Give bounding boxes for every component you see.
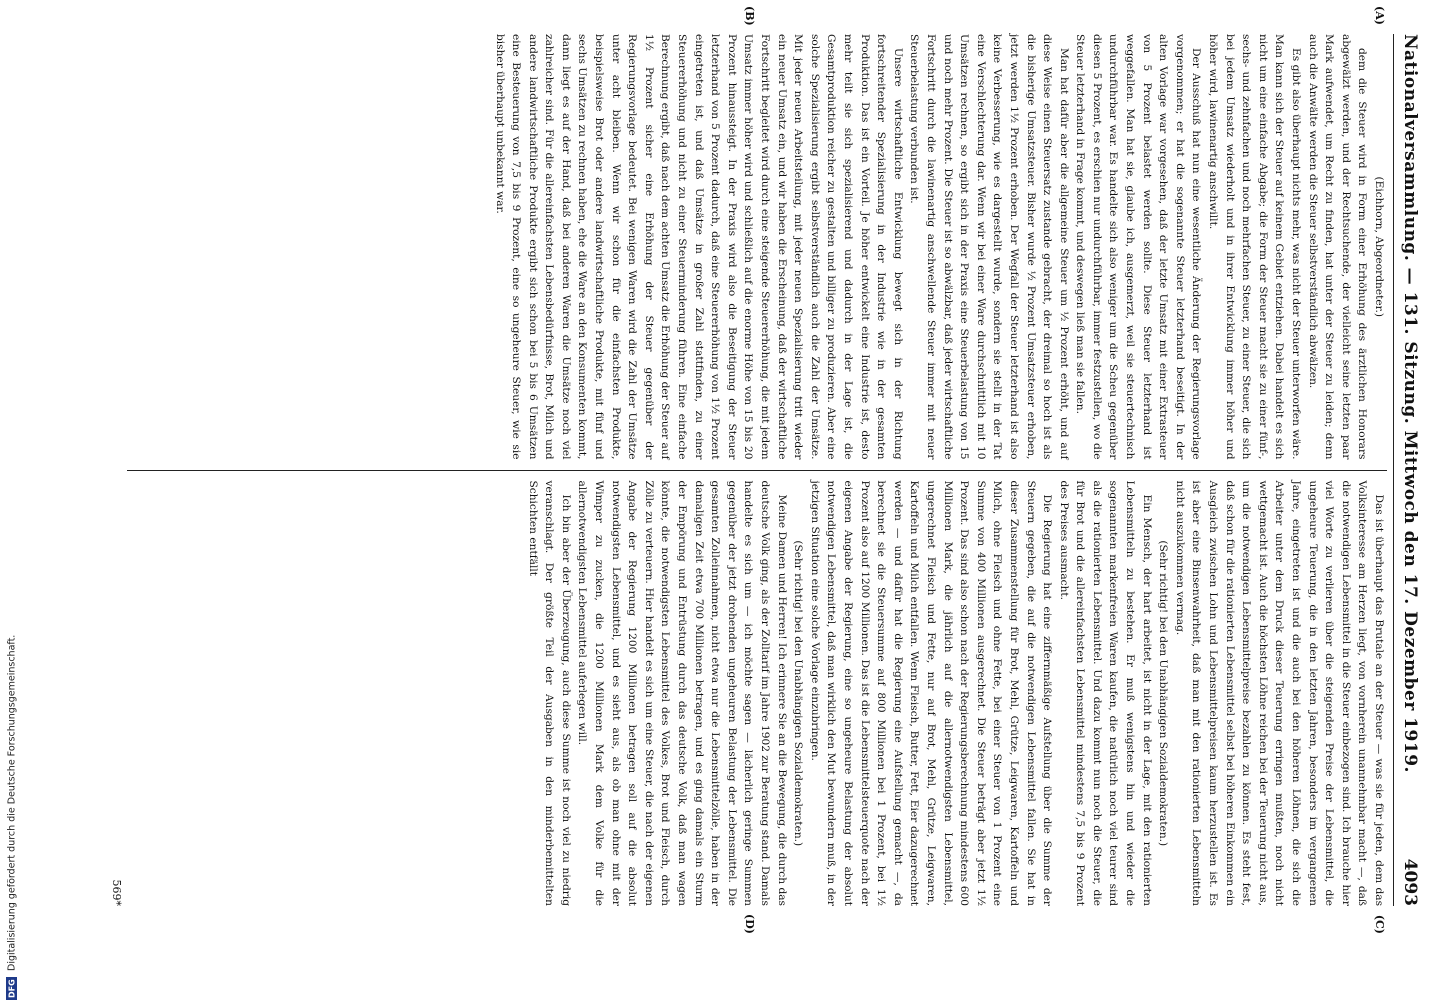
interjection: (Sehr richtig! bei den Unabhängigen Sozialdemokraten.) <box>792 540 805 847</box>
right-paragraph: Die Regierung hat eine ziffernmäßige Aufstellung über die Summe der Steuern gegeben, die auf die notwendigen Lebensmittel fallen. Sie hat in dieser Zusammenstellung für Brot, Mehl, Grütze, Leigwaren, Kartoffeln und Milch, ohne Fleisch und ohne Fette, bei einer Steuer von 1 Prozent eine Summe von 400 Millionen ausgerechnet. Die Steuer beträgt aber jetzt 1½ Prozent. Das sind also schon nach der Regierungsberechnung mindestens 600 Millionen Mark, die jährlich auf die allernotwendigsten Lebensmittel, ungerechnet Fleisch und Fette, nur auf Brot, Mehl, Grütze, Leigwaren, Kartoffeln und Milch entfallen. Wenn Fleisch, Butter, Fett, Eier dazugerechnet werden — und dafür hat die Regierung eine Aufstellung gemacht —, da berechnet sie die Steuersumme auf 800 Millionen bei 1 Prozent, bei 1½ Prozent also auf 1200 Millionen. Das ist die Lebensmittelsteuerquote nach der eigenen Angabe der Regierung, eine so ungeheure Belastung der absolut notwendigen Lebensmittel, daß man wirklich den Mut bewundern muß, in der jetzigen Situation eine solche Vorlage einzubringen. <box>808 480 1054 906</box>
page-title: Nationalversammlung. — 131. Sitzung. Mittwoch den 17. Dezember 1919. <box>1400 34 1420 773</box>
margin-marker-a: (A) <box>1373 6 1386 25</box>
rotated-newspaper-page <box>74 0 1434 940</box>
right-paragraph: Das ist überhaupt das Brutale an der Steuer — was sie für jeden, dem das Volksinteresse am Herzen liegt, von vornherein unannehmbar macht —, daß die notwendigen Lebensmittel in die Steuer einbezogen sind. Ich brauche hier viel Worte zu verlieren über die steigenden Preise der Lebensmittel, die ungeheure Teuerung, die in den letzten Jahren, besonders im vergangenen Jahre, eingetreten ist und die auch bei den höheren Löhnen, die sich die Arbeiter unter dem Druck dieser Teuerung erringen mußten, noch nicht wettgemacht ist. Auch die höchsten Löhne reichen bei der Teuerung nicht aus, um die notwendigen Lebensmittelpreise bezahlen zu können. Es steht fest, daß schon für die rationierten Lebensmittel selbst bei höheren Einkommen ein Ausgleich zwischen Lohn und Lebensmittelpreisen kaum herzustellen ist. Es ist aber eine Binsenwahrheit, daß man mit den rationierten Lebensmitteln nicht auszukommen vermag. <box>1173 480 1385 906</box>
left-paragraph: Man hat dafür aber die allgemeine Steuer um ½ Prozent erhöht, und auf diese Weise einen Steuersatz zustande gebracht, der dreimal so hoch ist als die bisherige Umsatzsteuer. Bisher wurde ½ Prozent Umsatzsteuer erhoben, jetzt werden 1½ Prozent erhoben. Der Wegfall der Steuer letzterhand ist also keine Verbesserung, wie es dargestellt wurde, sondern sie stellt in der Tat eine Verschlechterung dar. Wenn wir bei einer Ware durchschnittlich mit 10 Umsätzen rechnen, so ergibt sich in der Praxis eine Steuerbelastung von 15 und noch mehr Prozent. Die Steuer ist so abwälzbar, daß jeder wirtschaftliche Fortschritt durch die lawinenartig anschwellende Steuer immer mit neuer Steuerbelastung verbunden ist. <box>908 34 1070 460</box>
margin-marker-c: (C) <box>1373 914 1386 934</box>
right-paragraph: Ich bin aber der Überzeugung, auch diese Summe ist noch viel zu niedrig veranschlagt. Der größte Teil der Ausgaben in den minderbemittelten Schichten entfällt <box>526 480 572 906</box>
funding-sidebar <box>2 600 22 1000</box>
left-paragraph: Unsere wirtschaftliche Entwicklung bewegt sich in der Richtung fortschreitender Spezialisierung in der Industrie wie in der gesamten Produktion. Das ist ein Vorteil. Je höher entwickelt eine Industrie ist, desto mehr teilt sie sich spezialisierend und dadurch in der Lage ist, die Gesamtproduktion reicher zu gestalten und billiger zu produzieren. Aber eine solche Spezialisierung ergibt selbstverständlich auch die Zahl der Umsätze. Mit jeder neuen Arbeitsteilung, mit jeder neuen Spezialisierung tritt wieder ein neuer Umsatz ein, und wir haben die Erscheinung, daß der wirtschaftliche Fortschritt begleitet wird durch eine steigende Steuererhöhung, die mit jedem Umsatz immer höher wird und schließlich auf die enorme Höhe von 15 bis 20 Prozent hinaussteigt. In der Praxis wird also die Beseitigung der Steuer letzterhand von 5 Prozent dadurch, daß eine Steuererhöhung von 1½ Prozent eingetreten ist, und daß Umsätze in großer Zahl stattfinden, zu einer Steuererhöhung und nicht zu einer Steuerminderung führen. Eine einfache Berechnung ergibt, daß nach dem achten Umsatz die Erhöhung der Steuer auf 1½ Prozent sicher eine Erhöhung der Steuer gegenüber der Regierungsvorlage bedeutet. Bei wenigen Waren wird die Zahl der Umsätze unter acht bleiben. Wenn wir schon für die einfachsten Produkte, beispielsweise Brot oder andere landwirtschaftliche Produkte, mit fünf und sechs Umsätzen zu rechnen haben, ehe die Ware an den Konsumenten kommt, dann liegt es auf der Hand, daß bei anderen Waren die Umsätze noch viel zahlreicher sind. Für die allereinfachsten Lebensbedürfnisse, Brot, Milch und andere landwirtschaftliche Produkte ergibt sich schon bei 5 bis 6 Umsätzen eine Besteuerung von 7,5 bis 9 Prozent, eine so ungeheure Steuer, wie sie bisher überhaupt unbekannt war. <box>493 34 904 460</box>
left-paragraph: dem die Steuer wird in Form einer Erhöhung des ärztlichen Honorars abgewälzt werden, und der Rechtsuchende, der vielleicht seine letzten paar Mark aufwendet, um Recht zu finden, hat unter der Steuer zu leiden; denn auch die Anwälte werden die Steuer selbstverständlich abwälzen. <box>1306 34 1369 460</box>
page-number: 4093 <box>1400 858 1420 906</box>
left-paragraph: Es gibt also überhaupt nichts mehr, was nicht der Steuer unterworfen wäre. Man kann sich der Steuer auf keinem Gebiet entziehen. Dabei handelt es sich nicht um eine einfache Abgabe; die Form der Steuer macht sie zu einer fünf-, sechs- und zehnfachen und noch mehrfachen Steuer, zu einer Steuer, die sich bei jedem Umsatz wiederholt und in ihrer Entwicklung immer höher und höher wird, lawinenartig anschwillt. <box>1207 34 1303 460</box>
right-paragraph: Meine Damen und Herren! Ich erinnere Sie an die Bewegung, die durch das deutsche Volk ging, als der Zolltarif im Jahre 1902 zur Beratung stand. Damals handelte es sich um — ich möchte sagen — lächerlich geringe Summen gegenüber der jetzt drohenden ungeheuren Belastung der Lebensmittel. Die gesamten Zolleinnahmen, nicht etwa nur die Lebensmittelzölle, haben in der damaligen Zeit etwa 700 Millionen betragen, und es ging damals ein Sturm der Empörung und Entrüstung durch das deutsche Volk, daß man wagen könnte, die notwendigsten Lebensmittel des Volkes, Brot und Fleisch, durch Zölle zu verteuern. Hier handelt es sich um eine Steuer, die nach der eigenen Angabe der Regierung 1200 Millionen betragen soll auf die absolut notwendigsten Lebensmittel, und es sieht aus, als ob man ohne mit der Wimper zu zucken, die 1200 Millionen Mark dem Volke für die allernotwendigsten Lebensmittel auferlegen will. <box>576 480 788 906</box>
text-columns <box>127 6 1387 934</box>
margin-marker-b: (B) <box>743 6 756 26</box>
left-paragraph: Der Ausschuß hat nun eine wesentliche Änderung der Regierungsvorlage vorgenommen; er hat die sogenannte Steuer letzterhand beseitigt. In der alten Vorlage war vorgesehen, daß der letzte Umsatz mit einer Extrasteuer von 5 Prozent belastet werden sollte. Diese Steuer letzterhand ist weggefallen. Man hat sie, glaube ich, ausgemerzt, weil sie steuertechnisch undurchführbar war. Es handelte sich also weniger um die Scheu gegenüber diesen 5 Prozent, es erschien nur undurchführbar, immer festzustellen, wo die Steuer letzterhand in Frage kommt, und deswegen ließ man sie fallen. <box>1074 34 1203 460</box>
margin-marker-d: (D) <box>743 914 756 934</box>
interjection: (Sehr richtig! bei den Unabhängigen Sozialdemokraten.) <box>1157 540 1170 847</box>
right-paragraph: Ein Mensch, der hart arbeitet, ist nicht in der Lage, mit den rationierten Lebensmitteln zu bestehen. Er muß wenigstens hin und wieder die sogenannten markenfreien Waren kaufen, die natürlich noch viel teurer sind als die rationierten Lebensmittel. Und dazu kommt nun noch die Steuer, die für Brot und die allereinfachsten Lebensmittel mindestens 7,5 bis 9 Prozent des Preises ausmacht. <box>1057 480 1153 906</box>
dfg-logo-icon: DFG <box>7 979 17 998</box>
funding-notice: Digitalisierung gefördert durch die Deutsche Forschungsgemeinschaft. <box>6 635 18 972</box>
page-signature: 569* <box>110 879 123 906</box>
page-header <box>1393 34 1420 906</box>
left-column <box>127 6 1387 471</box>
right-column <box>127 471 1387 934</box>
speaker-name: (Eichhorn, Abgeordneter.) <box>1373 176 1385 318</box>
